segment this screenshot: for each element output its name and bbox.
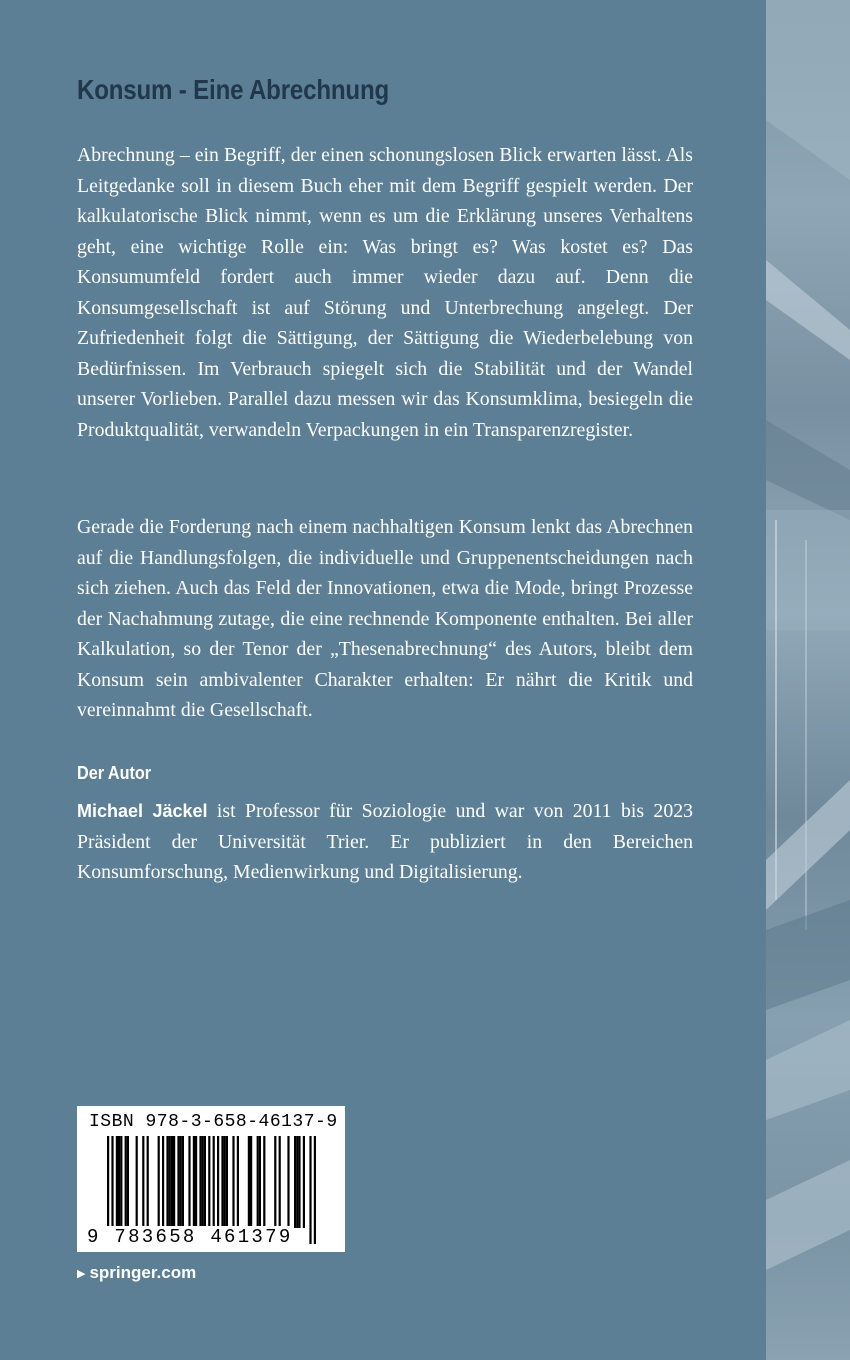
barcode-bar [173,1136,175,1228]
barcode-bar [120,1136,122,1228]
barcode-digits: 9 783658 461379 [87,1226,293,1248]
barcode-bar [263,1136,265,1228]
barcode-bar [248,1136,250,1228]
barcode-bar [202,1136,204,1228]
description-paragraph-2: Gerade die Forderung nach einem nachhaltigen Konsum lenkt das Abrechnen auf die Handlungsfolgen, die individuelle und Gruppenentscheidungen nach sich ziehen. Auch das Feld der Innovationen, etwa die Mode, bringt Prozesse der Nachahmung zutage, die eine rechnende Komponente enthalten. Bei aller Kalkulation, so der Tenor der „Thesenabrechnung“ des Autors, bleibt dem Konsum sein ambivalenter Charakter erhalten: Er nährt die Kritik und vereinnahmt die Gesellschaft. [77,516,693,721]
barcode-bar [217,1136,219,1228]
barcode-bar [224,1136,226,1228]
barcode-bar [171,1136,173,1228]
barcode-bar [136,1136,138,1228]
barcode-bar [309,1136,311,1244]
isbn-label: ISBN 978-3-658-46137-9 [89,1112,338,1132]
publisher-url: springer.com [89,1263,197,1282]
isbn-barcode-block [77,1106,345,1252]
barcode-bar [177,1136,179,1228]
barcode-bar [180,1136,182,1228]
barcode-bar [142,1136,144,1228]
barcode-bar [182,1136,184,1228]
barcode-bar [287,1136,289,1228]
barcode-bar [158,1136,160,1228]
barcode-bar [279,1136,281,1228]
barcode-bar [127,1136,129,1228]
author-bio-text: ist Professor für Soziologie und war von 2011 bis 2023 Präsident der Universität Trier. Er publiziert in den Bereichen Konsumforschung, Medienwirkung und Digitalisierung. [77,800,693,883]
cover-photo-strip [766,0,850,1360]
barcode-bar [314,1136,316,1244]
barcode-bar [303,1136,305,1228]
barcode-bar [237,1136,239,1228]
barcode-bar [169,1136,171,1228]
barcode-bar [116,1136,118,1228]
barcode-bar [125,1136,127,1228]
barcode-bar [118,1136,120,1228]
author-heading: Der Autor [77,763,152,783]
barcode-bar [188,1136,190,1228]
description-paragraph-1: Abrechnung – ein Begriff, der einen schonungslosen Blick erwarten lässt. Als Leitgedanke soll in diesem Buch eher mit dem Begriff gespielt werden. Der kalkulatorische Blick nimmt, wenn es um die Erklärung unseres Verhaltens geht, eine wichtige Rolle ein: Was bringt es? Was kostet es? Das Konsumumfeld fordert auch immer wieder dazu auf. Denn die Konsumgesellschaft ist auf Störung und Unterbrechung angelegt. Der Zufriedenheit folgt die Sättigung, der Sättigung die Wiederbelebung von Bedürfnissen. Im Verbrauch spiegelt sich die Stabilität und der Wandel unserer Vorlieben. Parallel dazu messen wir das Konsumklima, besiegeln die Produktqualität, verwandeln Verpackungen in ein Transparenzregister. [77,144,693,441]
barcode-bar [232,1136,234,1228]
architecture-photo [766,0,850,1360]
author-name: Michael Jäckel [77,801,208,821]
barcode-bar [147,1136,149,1228]
barcode-bar [166,1136,168,1228]
barcode-bar [257,1136,259,1228]
publisher-link[interactable] [77,1263,196,1283]
author-bio [77,796,693,888]
book-title: Konsum - Eine Abrechnung [77,74,390,105]
barcode-bar [250,1136,252,1228]
barcode-bar [204,1136,206,1228]
arrow-right-icon: ▶ [77,1267,86,1280]
barcode-bar [298,1136,300,1228]
barcode-bar [199,1136,201,1228]
barcode-bar [195,1136,197,1228]
barcode-bar [221,1136,223,1228]
barcode-bar [294,1136,296,1228]
barcode-bar [226,1136,228,1228]
barcode-bar [259,1136,261,1228]
barcode-bar [162,1136,164,1228]
barcode-bar [193,1136,195,1228]
barcode-bar [296,1136,298,1228]
barcode-bar [274,1136,276,1228]
